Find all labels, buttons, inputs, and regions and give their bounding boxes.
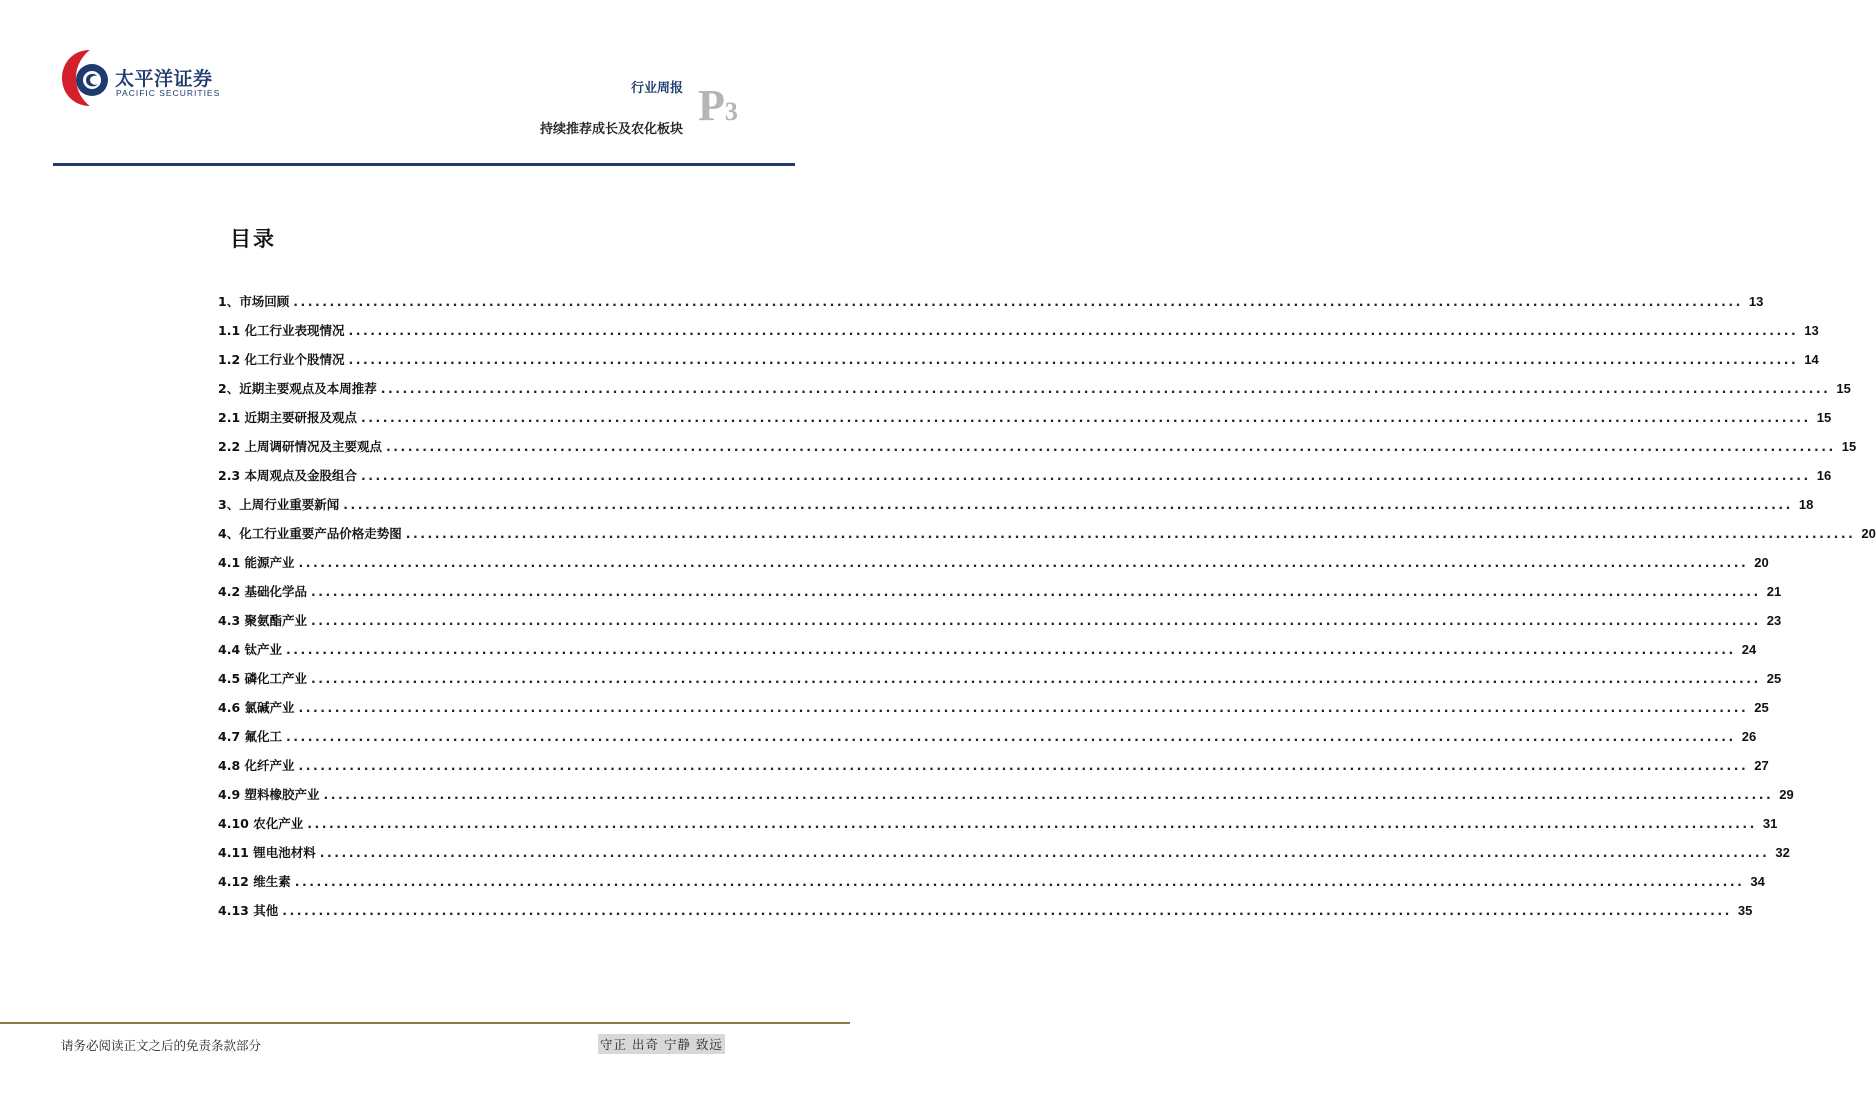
toc-entry-page: 27 [1754, 758, 1769, 773]
toc-entry-label: 4.7 氟化工 [218, 729, 282, 744]
toc-entry-label: 4.6 氯碱产业 [218, 700, 295, 715]
toc-leader-dots: ........................................................................................................................................................................................................ [348, 352, 1799, 367]
toc-entry-label: 4、化工行业重要产品价格走势图 [218, 526, 402, 541]
footer-motto: 守正 出奇 宁静 致远 [598, 1034, 725, 1054]
toc-leader-dots: ........................................................................................................................................................................................................ [361, 468, 1811, 483]
toc-entry-page: 14 [1804, 352, 1819, 367]
toc-entry-label: 4.8 化纤产业 [218, 758, 295, 773]
toc-entry[interactable] [218, 901, 1753, 930]
toc-entry[interactable] [218, 611, 1782, 640]
toc-entry-page: 15 [1816, 410, 1832, 425]
toc-entry-label: 4.10 农化产业 [218, 816, 304, 831]
toc-entry[interactable] [218, 582, 1782, 611]
toc-entry-label: 1.2 化工行业个股情况 [218, 352, 345, 367]
toc-entry[interactable] [218, 408, 1832, 437]
toc-entry-label: 4.11 锂电池材料 [218, 845, 316, 860]
page-letter: P [698, 81, 725, 130]
toc-entry-page: 21 [1766, 584, 1782, 599]
toc-leader-dots: ........................................................................................................................................................................................................ [311, 671, 1761, 686]
toc-leader-dots: ........................................................................................................................................................................................................ [405, 526, 1856, 541]
logo-text-en: PACIFIC SECURITIES [116, 88, 221, 98]
report-type: 行业周报 [630, 81, 683, 96]
table-of-contents [218, 292, 1876, 930]
toc-entry[interactable] [218, 437, 1857, 466]
toc-entry-label: 4.13 其他 [218, 903, 279, 918]
toc-entry[interactable] [218, 553, 1769, 582]
toc-entry-page: 35 [1737, 903, 1753, 918]
toc-entry-label: 4.1 能源产业 [218, 555, 295, 570]
toc-entry[interactable] [218, 785, 1794, 814]
page-number: 3 [724, 97, 738, 126]
toc-entry-label: 4.2 基础化学品 [218, 584, 307, 599]
toc-entry[interactable] [218, 669, 1782, 698]
toc-entry-label: 4.4 钛产业 [218, 642, 282, 657]
toc-entry[interactable] [218, 524, 1876, 553]
report-title: 持续推荐成长及农化板块 [539, 122, 683, 137]
toc-entry-page: 20 [1861, 526, 1876, 541]
toc-leader-dots: ........................................................................................................................................................................................................ [298, 758, 1749, 773]
toc-entry-label: 2.1 近期主要研报及观点 [218, 410, 357, 425]
toc-leader-dots: ........................................................................................................................................................................................................ [286, 642, 1736, 657]
toc-entry[interactable] [218, 843, 1790, 872]
toc-leader-dots: ........................................................................................................................................................................................................ [286, 729, 1736, 744]
toc-entry-page: 13 [1804, 323, 1819, 338]
toc-leader-dots: ........................................................................................................................................................................................................ [343, 497, 1793, 512]
toc-entry-label: 1.1 化工行业表现情况 [218, 323, 345, 338]
toc-entry-page: 13 [1748, 294, 1764, 309]
toc-entry-page: 15 [1836, 381, 1851, 396]
toc-entry[interactable] [218, 640, 1757, 669]
toc-entry-page: 26 [1741, 729, 1757, 744]
pacific-securities-logo-icon [60, 44, 112, 108]
toc-entry-label: 2.2 上周调研情况及主要观点 [218, 439, 382, 454]
toc-entry-page: 29 [1779, 787, 1794, 802]
toc-entry[interactable] [218, 698, 1769, 727]
header-divider [53, 163, 795, 166]
toc-entry-page: 15 [1841, 439, 1857, 454]
toc-leader-dots: ........................................................................................................................................................................................................ [386, 439, 1836, 454]
footer-disclaimer: 请务必阅读正文之后的免责条款部分 [61, 1038, 262, 1053]
toc-entry-label: 2、近期主要观点及本周推荐 [218, 381, 377, 396]
toc-entry-page: 20 [1754, 555, 1769, 570]
toc-entry[interactable] [218, 756, 1769, 785]
toc-entry-page: 16 [1816, 468, 1832, 483]
toc-entry[interactable] [218, 379, 1851, 408]
toc-leader-dots: ........................................................................................................................................................................................................ [282, 903, 1732, 918]
toc-leader-dots: ........................................................................................................................................................................................................ [298, 555, 1749, 570]
toc-leader-dots: ........................................................................................................................................................................................................ [293, 294, 1743, 309]
toc-entry-page: 25 [1766, 671, 1782, 686]
toc-leader-dots: ........................................................................................................................................................................................................ [319, 845, 1770, 860]
toc-entry[interactable] [218, 495, 1814, 524]
toc-entry[interactable] [218, 727, 1757, 756]
company-logo [60, 44, 230, 110]
footer-divider [0, 1022, 850, 1024]
toc-entry-label: 4.12 维生素 [218, 874, 291, 889]
toc-leader-dots: ........................................................................................................................................................................................................ [294, 874, 1745, 889]
toc-leader-dots: ........................................................................................................................................................................................................ [380, 381, 1831, 396]
toc-leader-dots: ........................................................................................................................................................................................................ [311, 613, 1761, 628]
toc-entry-page: 31 [1762, 816, 1778, 831]
toc-entry[interactable] [218, 466, 1832, 495]
toc-entry-label: 3、上周行业重要新闻 [218, 497, 340, 512]
toc-entry[interactable] [218, 872, 1765, 901]
toc-entry[interactable] [218, 350, 1819, 379]
toc-entry-page: 18 [1798, 497, 1814, 512]
toc-leader-dots: ........................................................................................................................................................................................................ [307, 816, 1757, 831]
toc-entry-label: 2.3 本周观点及金股组合 [218, 468, 357, 483]
toc-entry-page: 23 [1766, 613, 1782, 628]
toc-leader-dots: ........................................................................................................................................................................................................ [361, 410, 1811, 425]
toc-entry-page: 25 [1754, 700, 1769, 715]
toc-entry-page: 32 [1775, 845, 1790, 860]
toc-entry-page: 24 [1741, 642, 1757, 657]
page-number-mark [698, 80, 738, 131]
toc-entry[interactable] [218, 292, 1764, 321]
toc-leader-dots: ........................................................................................................................................................................................................ [298, 700, 1749, 715]
toc-leader-dots: ........................................................................................................................................................................................................ [348, 323, 1799, 338]
toc-entry[interactable] [218, 321, 1819, 350]
toc-entry[interactable] [218, 814, 1778, 843]
toc-entry-label: 4.5 磷化工产业 [218, 671, 307, 686]
toc-entry-label: 4.3 聚氨酯产业 [218, 613, 307, 628]
toc-title: 目录 [230, 227, 276, 251]
toc-entry-label: 4.9 塑料橡胶产业 [218, 787, 320, 802]
logo-text-cn: 太平洋证券 [115, 68, 213, 90]
toc-entry-label: 1、市场回顾 [218, 294, 290, 309]
toc-leader-dots: ........................................................................................................................................................................................................ [323, 787, 1774, 802]
toc-leader-dots: ........................................................................................................................................................................................................ [311, 584, 1761, 599]
toc-entry-page: 34 [1750, 874, 1765, 889]
